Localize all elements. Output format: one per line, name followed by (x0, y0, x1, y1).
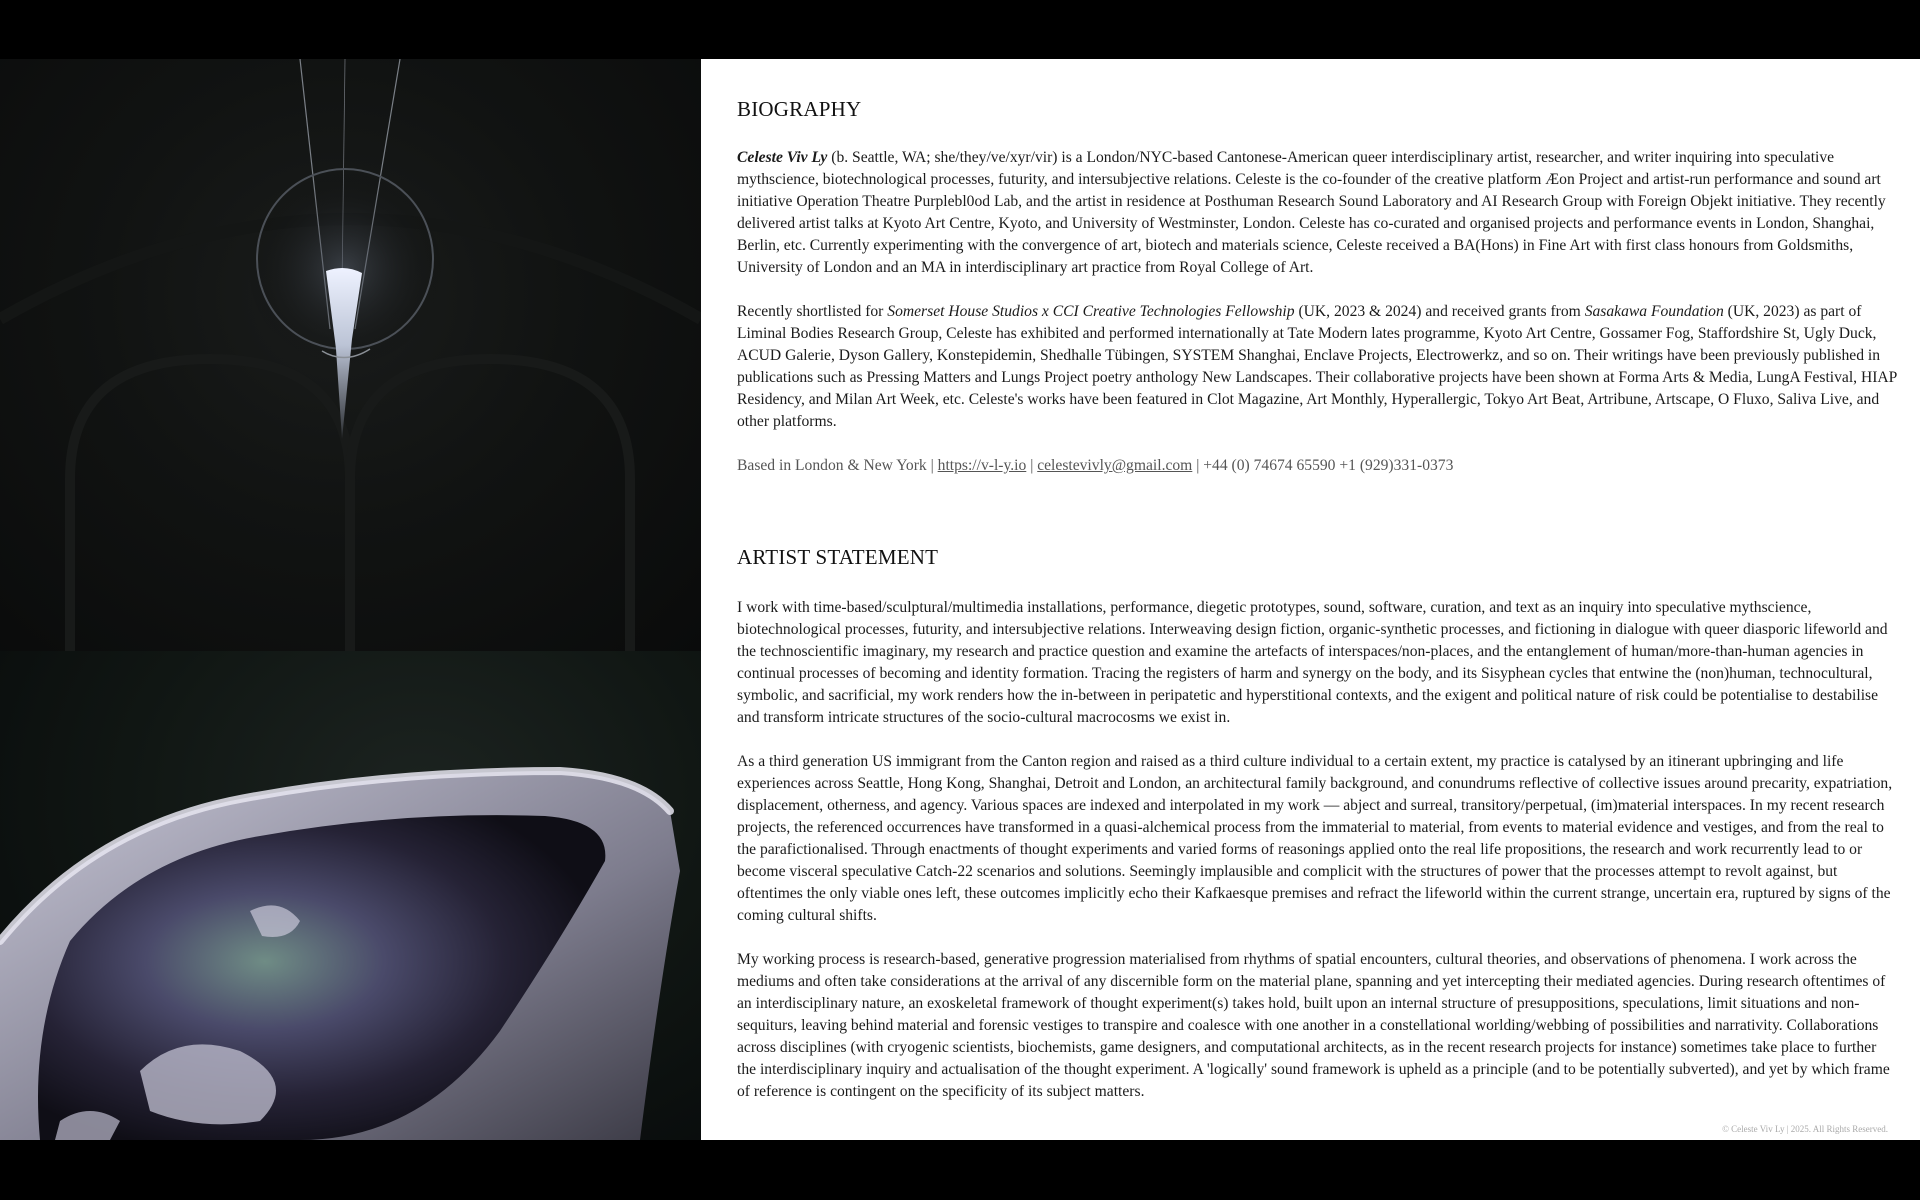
artwork-column (0, 59, 701, 1140)
artist-statement-heading: ARTIST STATEMENT (737, 545, 939, 569)
biography-paragraph-1 (737, 147, 1897, 279)
letterbox-bottom (0, 1140, 1920, 1200)
bio-p2-text-2: (UK, 2023 & 2024) and received grants from (1294, 303, 1585, 320)
statement-paragraph-2: As a third generation US immigrant from the Canton region and raised as a third culture individual to a certain extent, my practice is catalysed by an itinerant upbringing and life experiences across Seattle, Hong Kong, Shanghai, Detroit and London, an architectural family background, and conundrums reflective of collective issues around precarity, expatriation, displacement, otherness, and agency. Various spaces are indexed and interpolated in my work — abject and surreal, transitory/perpetual, (im)material interspaces. In my recent research projects, the referenced occurrences have transformed in a quasi-alchemical process from the immaterial to material, from events to material evidence and vestiges, and from the real to the parafictionalised. Through enactments of thought experiments and varied forms of reasonings applied onto the real life propositions, the research and work recurrently lead to or become visceral speculative Catch-22 scenarios and solutions. Seemingly implausible and complicit with the structures of power that the processes attempt to revolt against, but oftentimes the only viable ones left, these outcomes implicitly echo their Kafkaesque premises and refract the lifeworld within the current strange, uncertain era, ruptured by signs of the coming cultural shifts. (737, 753, 1893, 924)
artwork-image-hanging-ice (0, 59, 701, 651)
website-link[interactable]: https://v-l-y.io (937, 457, 1027, 474)
location-text: Based in London & New York | (737, 457, 938, 474)
biography-heading: BIOGRAPHY (737, 97, 862, 121)
fellowship-name: Somerset House Studios x CCI Creative Technologies Fellowship (887, 303, 1295, 320)
copyright-footer: © Celeste Viv Ly | 2025. All Rights Reserved. (1722, 1124, 1888, 1134)
letterbox-top (0, 0, 1920, 59)
bio-p2-text-1: Recently shortlisted for (737, 303, 888, 320)
artwork-image-frost-vessel (0, 651, 701, 1140)
artist-name: Celeste Viv Ly (737, 149, 828, 166)
biography-p1-text: (b. Seattle, WA; she/they/ve/xyr/vir) is a London/NYC-based Cantonese-American queer interdisciplinary artist, researcher, and writer inquiring into speculative mythscience, biotechnological processes, futurity, and intersubjective relations. Celeste is the co-founder of the creative platform Æon Project and artist-run performance and sound art initiative Operation Theatre Purplebl0od Lab, and the artist in residence at Posthuman Research Sound Laboratory and AI Research Group with Foreign Objekt initiative. They recently delivered artist talks at Kyoto Art Centre, Kyoto, and University of Westminster, London. Celeste has co-curated and organised projects and performance events in London, Shanghai, Berlin, etc. Currently experimenting with the convergence of art, biotech and materials science, Celeste received a BA(Hons) in Fine Art with first class honours from Goldsmiths, University of London and an MA in interdisciplinary art practice from Royal College of Art. (737, 149, 1886, 276)
phone-numbers: | +44 (0) 74674 65590 +1 (929)331-0373 (1192, 457, 1454, 474)
email-link[interactable]: celestevivly@gmail.com (1037, 457, 1193, 474)
statement-paragraph-1: I work with time-based/sculptural/multimedia installations, performance, diegetic prototypes, sound, software, curation, and text as an inquiry into speculative mythscience, biotechnological processes, futurity, and intersubjective relations. Interweaving design fiction, organic-synthetic processes, and fictioning in dialogue with queer diasporic lifeworld and the technoscientific imaginary, my research and practice question and examine the artefacts of interspaces/non-places, and the entanglement of human/more-than-human agencies in continual processes of becoming and identity formation. Tracing the registers of harm and synergy on the body, and its Sisyphean cycles that entwine the (non)human, technocultural, symbolic, and sacrificial, my work renders how the in-between in peripatetic and hyperstitional contexts, and the exigent and political nature of risk could be potentialise to destabilise and transform intricate structures of the socio-cultural macrocosms we exist in. (737, 599, 1888, 726)
statement-paragraph-3: My working process is research-based, generative progression materialised from rhythms of spatial encounters, cultural theories, and observations of phenomena. I work across the mediums and often take considerations at the arrival of any discernible form on the material plane, spanning and yet intercepting their mediated agencies. During research oftentimes of an interdisciplinary nature, an exoskeletal framework of thought experiment(s) takes hold, built upon an internal structure of presuppositions, speculations, limit situations and non-sequiturs, leaving behind material and forensic vestiges to transpire and coalesce with one another in a constellational worlding/webbing of possibilities and narrativity. Collaborations across disciplines (with cryogenic scientists, biochemists, game designers, and computational architects, as in the recent research projects for instance) sometimes take place to further the interdisciplinary inquiry and actualisation of the thought experiment. A 'logically' sound framework is upheld as a principle (and to be potentially subverted), and yet by which frame of reference is contingent on the specificity of its subject matters. (737, 951, 1890, 1100)
bio-p2-text-3: (UK, 2023) as part of Liminal Bodies Research Group, Celeste has exhibited and performed internationally at Tate Modern lates programme, Kyoto Art Centre, Gossamer Fog, Staffordshire St, Ugly Duck, ACUD Galerie, Dyson Gallery, Konstepidemin, Shedhalle Tübingen, SYSTEM Shanghai, Enclave Projects, Electrowerkz, and so on. Their writings have been previously published in publications such as Pressing Matters and Lungs Project poetry anthology New Landscapes. Their collaborative projects have been shown at Forma Arts & Media, LungA Festival, HIAP Residency, and Milan Art Week, etc. Celeste's works have been featured in Clot Magazine, Art Monthly, Hyperallergic, Tokyo Art Beat, Artribune, Artscape, O Fluxo, Saliva Live, and other platforms. (737, 303, 1897, 430)
text-panel (701, 59, 1920, 1140)
contact-line (737, 455, 1897, 477)
biography-paragraph-2 (737, 301, 1897, 433)
foundation-name: Sasakawa Foundation (1584, 303, 1724, 320)
contact-separator: | (1026, 457, 1038, 474)
